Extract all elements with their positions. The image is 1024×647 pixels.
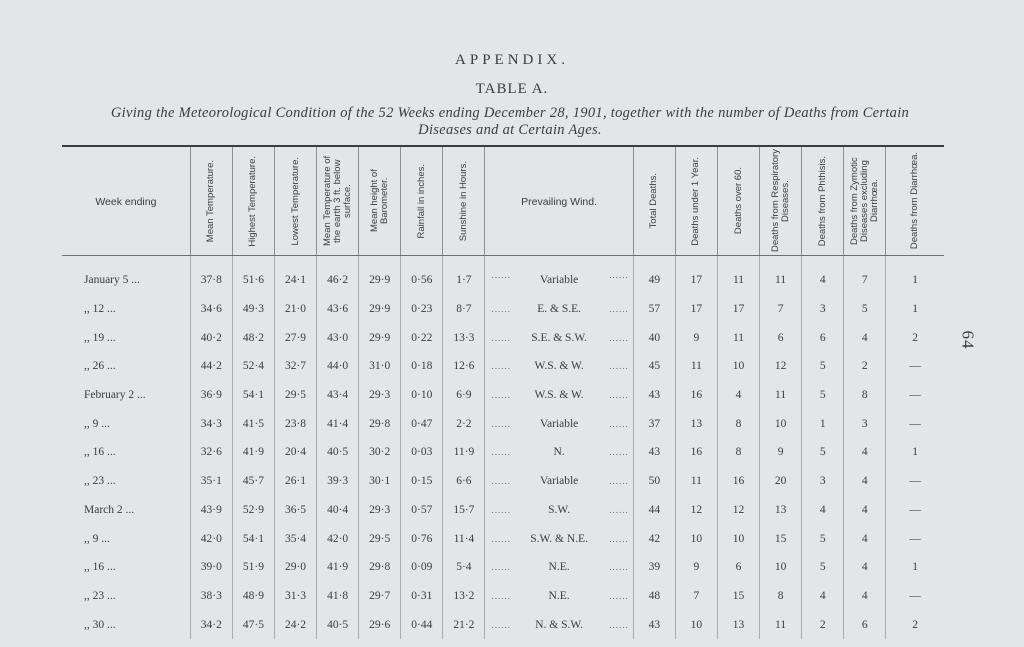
cell-rainfall: 0·18 bbox=[401, 352, 443, 381]
cell-earth-temp: 42·0 bbox=[317, 524, 359, 553]
cell-total-deaths: 40 bbox=[633, 323, 675, 352]
cell-high-temp: 47·5 bbox=[232, 610, 274, 639]
cell-week-ending: ,, 19 ... bbox=[84, 331, 116, 344]
cell-barometer: 31·0 bbox=[359, 352, 401, 381]
cell-deaths-zymotic: 4 bbox=[844, 323, 886, 352]
table-title: TABLE A. bbox=[475, 81, 549, 97]
cell-total-deaths: 43 bbox=[633, 610, 675, 639]
cell-total-deaths: 43 bbox=[633, 438, 675, 467]
leader-dots: ...... bbox=[609, 590, 629, 601]
cell-low-temp: 24·1 bbox=[274, 256, 316, 295]
wind-value: N. bbox=[553, 446, 565, 459]
cell-deaths-under-1: 11 bbox=[675, 467, 717, 496]
cell-prevailing-wind bbox=[485, 256, 633, 295]
table-row bbox=[62, 256, 944, 295]
cell-deaths-respiratory: 15 bbox=[760, 524, 802, 553]
cell-deaths-over-60: 11 bbox=[717, 323, 759, 352]
col-lowest-temperature bbox=[274, 146, 316, 256]
column-label: Highest Temperature. bbox=[247, 155, 259, 247]
column-label: Sunshine in Hours. bbox=[457, 160, 469, 242]
cell-earth-temp: 44·0 bbox=[317, 352, 359, 381]
cell-deaths-respiratory: 20 bbox=[760, 467, 802, 496]
cell-deaths-respiratory: 7 bbox=[760, 295, 802, 324]
leader-dots: ...... bbox=[491, 590, 511, 601]
cell-deaths-diarrhoea: — bbox=[886, 524, 944, 553]
cell-low-temp: 31·3 bbox=[274, 582, 316, 611]
cell-earth-temp: 41·4 bbox=[317, 409, 359, 438]
cell-rainfall: 0·76 bbox=[401, 524, 443, 553]
cell-deaths-diarrhoea: 2 bbox=[886, 323, 944, 352]
cell-deaths-phthisis: 4 bbox=[802, 256, 844, 295]
cell-prevailing-wind bbox=[485, 295, 633, 324]
leader-dots: ...... bbox=[609, 476, 629, 487]
leader-dots: ...... bbox=[609, 270, 629, 281]
cell-deaths-zymotic: 3 bbox=[844, 409, 886, 438]
cell-total-deaths: 42 bbox=[633, 524, 675, 553]
cell-mean-temp: 37·8 bbox=[190, 256, 232, 295]
cell-deaths-phthisis: 4 bbox=[802, 496, 844, 525]
cell-high-temp: 41·5 bbox=[232, 409, 274, 438]
cell-week-ending: January 5 ... bbox=[84, 274, 140, 287]
cell-week-ending: ,, 9 ... bbox=[84, 417, 110, 430]
cell-deaths-under-1: 16 bbox=[675, 381, 717, 410]
cell-deaths-respiratory: 11 bbox=[760, 610, 802, 639]
leader-dots: ...... bbox=[491, 619, 511, 630]
wind-value: N.E. bbox=[548, 589, 570, 602]
cell-deaths-over-60: 6 bbox=[717, 553, 759, 582]
cell-barometer: 29·9 bbox=[359, 256, 401, 295]
cell-deaths-over-60: 16 bbox=[717, 467, 759, 496]
cell-deaths-diarrhoea: 1 bbox=[886, 553, 944, 582]
cell-week-ending: ,, 23 ... bbox=[84, 475, 116, 488]
cell-earth-temp: 43·4 bbox=[317, 381, 359, 410]
cell-mean-temp: 42·0 bbox=[190, 524, 232, 553]
leader-dots: ...... bbox=[609, 418, 629, 429]
cell-sunshine: 6·6 bbox=[443, 467, 485, 496]
meteorological-table bbox=[62, 145, 944, 639]
cell-earth-temp: 41·9 bbox=[317, 553, 359, 582]
cell-sunshine: 11·4 bbox=[443, 524, 485, 553]
cell-deaths-under-1: 10 bbox=[675, 610, 717, 639]
cell-barometer: 30·2 bbox=[359, 438, 401, 467]
cell-mean-temp: 32·6 bbox=[190, 438, 232, 467]
cell-week-ending: ,, 12 ... bbox=[84, 303, 116, 316]
table-row bbox=[62, 582, 944, 611]
cell-earth-temp: 46·2 bbox=[317, 256, 359, 295]
cell-prevailing-wind bbox=[485, 381, 633, 410]
cell-week-ending: March 2 ... bbox=[84, 503, 135, 516]
cell-rainfall: 0·47 bbox=[401, 409, 443, 438]
cell-mean-temp: 36·9 bbox=[190, 381, 232, 410]
column-label: Total Deaths. bbox=[648, 173, 660, 229]
cell-rainfall: 0·44 bbox=[401, 610, 443, 639]
cell-deaths-zymotic: 4 bbox=[844, 496, 886, 525]
cell-earth-temp: 40·5 bbox=[317, 610, 359, 639]
column-label: Deaths under 1 Year. bbox=[690, 156, 702, 246]
cell-total-deaths: 48 bbox=[633, 582, 675, 611]
cell-week-ending: ,, 26 ... bbox=[84, 360, 116, 373]
table-row bbox=[62, 295, 944, 324]
cell-total-deaths: 43 bbox=[633, 381, 675, 410]
leader-dots: ...... bbox=[491, 476, 511, 487]
cell-deaths-zymotic: 6 bbox=[844, 610, 886, 639]
cell-rainfall: 0·15 bbox=[401, 467, 443, 496]
cell-week-ending: ,, 16 ... bbox=[84, 561, 116, 574]
wind-value: N. & S.W. bbox=[535, 618, 584, 631]
cell-rainfall: 0·23 bbox=[401, 295, 443, 324]
leader-dots: ...... bbox=[609, 361, 629, 372]
col-deaths-diarrhoea bbox=[886, 146, 944, 256]
table-row bbox=[62, 381, 944, 410]
cell-high-temp: 51·9 bbox=[232, 553, 274, 582]
cell-barometer: 29·9 bbox=[359, 323, 401, 352]
cell-mean-temp: 38·3 bbox=[190, 582, 232, 611]
col-total-deaths bbox=[633, 146, 675, 256]
wind-value: Variable bbox=[539, 475, 579, 488]
cell-high-temp: 54·1 bbox=[232, 524, 274, 553]
cell-deaths-zymotic: 4 bbox=[844, 438, 886, 467]
cell-deaths-respiratory: 12 bbox=[760, 352, 802, 381]
col-sunshine bbox=[443, 146, 485, 256]
cell-deaths-phthisis: 5 bbox=[802, 553, 844, 582]
cell-deaths-over-60: 12 bbox=[717, 496, 759, 525]
cell-low-temp: 21·0 bbox=[274, 295, 316, 324]
cell-deaths-respiratory: 10 bbox=[760, 409, 802, 438]
cell-deaths-under-1: 9 bbox=[675, 553, 717, 582]
leader-dots: ...... bbox=[609, 533, 629, 544]
wind-value: S.W. & N.E. bbox=[530, 532, 588, 545]
cell-deaths-diarrhoea: 2 bbox=[886, 610, 944, 639]
cell-high-temp: 49·3 bbox=[232, 295, 274, 324]
cell-prevailing-wind bbox=[485, 553, 633, 582]
cell-deaths-phthisis: 5 bbox=[802, 524, 844, 553]
cell-prevailing-wind bbox=[485, 352, 633, 381]
leader-dots: ...... bbox=[491, 418, 511, 429]
cell-mean-temp: 34·3 bbox=[190, 409, 232, 438]
cell-deaths-zymotic: 4 bbox=[844, 524, 886, 553]
leader-dots: ...... bbox=[609, 447, 629, 458]
col-rainfall bbox=[401, 146, 443, 256]
cell-deaths-over-60: 10 bbox=[717, 524, 759, 553]
cell-mean-temp: 44·2 bbox=[190, 352, 232, 381]
table-subtitle: Giving the Meteorological Condition of the 52 Weeks ending December 28, 1901, together with the number of Deaths from Certain Diseases and at Certain Ages. bbox=[110, 105, 910, 138]
cell-week-ending: ,, 16 ... bbox=[84, 446, 116, 459]
cell-rainfall: 0·22 bbox=[401, 323, 443, 352]
cell-barometer: 29·8 bbox=[359, 553, 401, 582]
table-row bbox=[62, 524, 944, 553]
cell-deaths-under-1: 13 bbox=[675, 409, 717, 438]
cell-deaths-phthisis: 1 bbox=[802, 409, 844, 438]
cell-low-temp: 27·9 bbox=[274, 323, 316, 352]
cell-deaths-diarrhoea: 1 bbox=[886, 438, 944, 467]
leader-dots: ...... bbox=[609, 390, 629, 401]
cell-deaths-zymotic: 7 bbox=[844, 256, 886, 295]
leader-dots: ...... bbox=[609, 304, 629, 315]
cell-low-temp: 20·4 bbox=[274, 438, 316, 467]
cell-prevailing-wind bbox=[485, 582, 633, 611]
wind-value: W.S. & W. bbox=[534, 389, 584, 402]
cell-total-deaths: 57 bbox=[633, 295, 675, 324]
leader-dots: ...... bbox=[491, 447, 511, 458]
cell-deaths-over-60: 10 bbox=[717, 352, 759, 381]
wind-value: Variable bbox=[539, 274, 579, 287]
cell-barometer: 29·3 bbox=[359, 381, 401, 410]
cell-prevailing-wind bbox=[485, 467, 633, 496]
cell-sunshine: 6·9 bbox=[443, 381, 485, 410]
cell-deaths-over-60: 13 bbox=[717, 610, 759, 639]
wind-value: S.W. bbox=[548, 503, 571, 516]
cell-deaths-under-1: 10 bbox=[675, 524, 717, 553]
cell-low-temp: 23·8 bbox=[274, 409, 316, 438]
cell-high-temp: 41·9 bbox=[232, 438, 274, 467]
cell-deaths-under-1: 11 bbox=[675, 352, 717, 381]
cell-sunshine: 8·7 bbox=[443, 295, 485, 324]
cell-high-temp: 45·7 bbox=[232, 467, 274, 496]
table-row bbox=[62, 438, 944, 467]
cell-rainfall: 0·57 bbox=[401, 496, 443, 525]
cell-sunshine: 5·4 bbox=[443, 553, 485, 582]
cell-week-ending: ,, 23 ... bbox=[84, 589, 116, 602]
col-deaths-respiratory bbox=[760, 146, 802, 256]
cell-deaths-respiratory: 13 bbox=[760, 496, 802, 525]
table-row bbox=[62, 409, 944, 438]
column-label: Week ending bbox=[95, 196, 157, 208]
appendix-heading: APPENDIX. bbox=[455, 52, 569, 68]
cell-high-temp: 52·9 bbox=[232, 496, 274, 525]
cell-deaths-over-60: 8 bbox=[717, 438, 759, 467]
cell-high-temp: 48·9 bbox=[232, 582, 274, 611]
cell-deaths-diarrhoea: — bbox=[886, 496, 944, 525]
cell-prevailing-wind bbox=[485, 496, 633, 525]
table-row bbox=[62, 323, 944, 352]
cell-low-temp: 32·7 bbox=[274, 352, 316, 381]
cell-deaths-zymotic: 5 bbox=[844, 295, 886, 324]
leader-dots: ...... bbox=[491, 332, 511, 343]
col-earth-temperature bbox=[317, 146, 359, 256]
cell-deaths-zymotic: 4 bbox=[844, 553, 886, 582]
cell-deaths-diarrhoea: — bbox=[886, 467, 944, 496]
col-deaths-under-1 bbox=[675, 146, 717, 256]
table-row bbox=[62, 553, 944, 582]
cell-week-ending: ,, 9 ... bbox=[84, 532, 110, 545]
cell-week-ending: February 2 ... bbox=[84, 389, 146, 402]
cell-mean-temp: 35·1 bbox=[190, 467, 232, 496]
col-mean-temperature bbox=[190, 146, 232, 256]
cell-deaths-over-60: 11 bbox=[717, 256, 759, 295]
column-label: Mean Temperature. bbox=[205, 159, 217, 243]
cell-sunshine: 15·7 bbox=[443, 496, 485, 525]
cell-earth-temp: 39·3 bbox=[317, 467, 359, 496]
col-prevailing-wind bbox=[485, 146, 633, 256]
cell-deaths-phthisis: 3 bbox=[802, 295, 844, 324]
leader-dots: ...... bbox=[609, 619, 629, 630]
column-label: Deaths from Respiratory Diseases. bbox=[769, 149, 791, 253]
cell-week-ending: ,, 30 ... bbox=[84, 618, 116, 631]
cell-deaths-respiratory: 6 bbox=[760, 323, 802, 352]
cell-deaths-under-1: 16 bbox=[675, 438, 717, 467]
page-number: 64 bbox=[958, 330, 978, 350]
table-row bbox=[62, 610, 944, 639]
cell-low-temp: 26·1 bbox=[274, 467, 316, 496]
table-row bbox=[62, 352, 944, 381]
cell-barometer: 29·9 bbox=[359, 295, 401, 324]
leader-dots: ...... bbox=[609, 332, 629, 343]
leader-dots: ...... bbox=[491, 504, 511, 515]
column-label: Rainfall in inches. bbox=[415, 163, 427, 239]
cell-sunshine: 21·2 bbox=[443, 610, 485, 639]
cell-deaths-phthisis: 2 bbox=[802, 610, 844, 639]
cell-mean-temp: 40·2 bbox=[190, 323, 232, 352]
cell-low-temp: 24·2 bbox=[274, 610, 316, 639]
cell-deaths-respiratory: 11 bbox=[760, 256, 802, 295]
cell-deaths-under-1: 17 bbox=[675, 295, 717, 324]
cell-deaths-respiratory: 8 bbox=[760, 582, 802, 611]
cell-sunshine: 13·3 bbox=[443, 323, 485, 352]
cell-deaths-over-60: 17 bbox=[717, 295, 759, 324]
cell-deaths-over-60: 8 bbox=[717, 409, 759, 438]
col-highest-temperature bbox=[232, 146, 274, 256]
cell-deaths-under-1: 12 bbox=[675, 496, 717, 525]
cell-rainfall: 0·10 bbox=[401, 381, 443, 410]
cell-total-deaths: 45 bbox=[633, 352, 675, 381]
cell-total-deaths: 37 bbox=[633, 409, 675, 438]
cell-deaths-respiratory: 11 bbox=[760, 381, 802, 410]
cell-deaths-zymotic: 8 bbox=[844, 381, 886, 410]
cell-deaths-phthisis: 5 bbox=[802, 438, 844, 467]
cell-sunshine: 12·6 bbox=[443, 352, 485, 381]
cell-deaths-under-1: 17 bbox=[675, 256, 717, 295]
cell-total-deaths: 39 bbox=[633, 553, 675, 582]
leader-dots: ...... bbox=[491, 562, 511, 573]
cell-deaths-respiratory: 10 bbox=[760, 553, 802, 582]
cell-barometer: 29·6 bbox=[359, 610, 401, 639]
col-week-ending bbox=[62, 146, 190, 256]
cell-barometer: 29·8 bbox=[359, 409, 401, 438]
table-row bbox=[62, 467, 944, 496]
cell-deaths-phthisis: 6 bbox=[802, 323, 844, 352]
leader-dots: ...... bbox=[491, 304, 511, 315]
cell-barometer: 30·1 bbox=[359, 467, 401, 496]
cell-barometer: 29·7 bbox=[359, 582, 401, 611]
cell-deaths-under-1: 7 bbox=[675, 582, 717, 611]
column-label: Mean height of Barometer. bbox=[368, 169, 390, 233]
cell-deaths-phthisis: 4 bbox=[802, 582, 844, 611]
cell-rainfall: 0·09 bbox=[401, 553, 443, 582]
cell-deaths-diarrhoea: — bbox=[886, 352, 944, 381]
cell-total-deaths: 49 bbox=[633, 256, 675, 295]
column-label: Deaths from Phthisis. bbox=[816, 155, 828, 247]
cell-deaths-under-1: 9 bbox=[675, 323, 717, 352]
leader-dots: ...... bbox=[491, 390, 511, 401]
cell-high-temp: 48·2 bbox=[232, 323, 274, 352]
cell-deaths-over-60: 4 bbox=[717, 381, 759, 410]
cell-prevailing-wind bbox=[485, 524, 633, 553]
cell-earth-temp: 41·8 bbox=[317, 582, 359, 611]
col-barometer bbox=[359, 146, 401, 256]
cell-mean-temp: 34·2 bbox=[190, 610, 232, 639]
column-label: Mean Temperature of the earth 3 ft. below surface. bbox=[321, 155, 353, 247]
cell-prevailing-wind bbox=[485, 438, 633, 467]
header-row bbox=[62, 146, 944, 256]
cell-deaths-phthisis: 5 bbox=[802, 352, 844, 381]
table-row bbox=[62, 496, 944, 525]
cell-sunshine: 13·2 bbox=[443, 582, 485, 611]
cell-deaths-phthisis: 5 bbox=[802, 381, 844, 410]
cell-rainfall: 0·31 bbox=[401, 582, 443, 611]
col-deaths-zymotic bbox=[844, 146, 886, 256]
cell-barometer: 29·5 bbox=[359, 524, 401, 553]
cell-low-temp: 29·5 bbox=[274, 381, 316, 410]
cell-rainfall: 0·03 bbox=[401, 438, 443, 467]
cell-low-temp: 29·0 bbox=[274, 553, 316, 582]
cell-earth-temp: 43·0 bbox=[317, 323, 359, 352]
cell-high-temp: 51·6 bbox=[232, 256, 274, 295]
cell-deaths-over-60: 15 bbox=[717, 582, 759, 611]
cell-sunshine: 11·9 bbox=[443, 438, 485, 467]
cell-high-temp: 52·4 bbox=[232, 352, 274, 381]
cell-deaths-diarrhoea: — bbox=[886, 582, 944, 611]
wind-value: W.S. & W. bbox=[534, 360, 584, 373]
cell-mean-temp: 34·6 bbox=[190, 295, 232, 324]
cell-deaths-zymotic: 2 bbox=[844, 352, 886, 381]
cell-earth-temp: 40·5 bbox=[317, 438, 359, 467]
cell-deaths-diarrhoea: — bbox=[886, 381, 944, 410]
cell-deaths-phthisis: 3 bbox=[802, 467, 844, 496]
cell-prevailing-wind bbox=[485, 323, 633, 352]
cell-total-deaths: 44 bbox=[633, 496, 675, 525]
cell-earth-temp: 43·6 bbox=[317, 295, 359, 324]
cell-barometer: 29·3 bbox=[359, 496, 401, 525]
cell-deaths-respiratory: 9 bbox=[760, 438, 802, 467]
cell-deaths-diarrhoea: 1 bbox=[886, 295, 944, 324]
cell-mean-temp: 39·0 bbox=[190, 553, 232, 582]
column-label: Lowest Temperature. bbox=[289, 156, 301, 246]
cell-earth-temp: 40·4 bbox=[317, 496, 359, 525]
cell-deaths-diarrhoea: 1 bbox=[886, 256, 944, 295]
cell-prevailing-wind bbox=[485, 409, 633, 438]
leader-dots: ...... bbox=[609, 562, 629, 573]
cell-high-temp: 54·1 bbox=[232, 381, 274, 410]
column-label: Deaths over 60. bbox=[732, 167, 744, 235]
leader-dots: ...... bbox=[491, 270, 511, 281]
cell-sunshine: 2·2 bbox=[443, 409, 485, 438]
cell-mean-temp: 43·9 bbox=[190, 496, 232, 525]
col-deaths-phthisis bbox=[802, 146, 844, 256]
cell-rainfall: 0·56 bbox=[401, 256, 443, 295]
col-deaths-over-60 bbox=[717, 146, 759, 256]
cell-prevailing-wind bbox=[485, 610, 633, 639]
leader-dots: ...... bbox=[609, 504, 629, 515]
cell-low-temp: 36·5 bbox=[274, 496, 316, 525]
cell-total-deaths: 50 bbox=[633, 467, 675, 496]
cell-deaths-diarrhoea: — bbox=[886, 409, 944, 438]
wind-value: N.E. bbox=[548, 561, 570, 574]
leader-dots: ...... bbox=[491, 533, 511, 544]
wind-value: E. & S.E. bbox=[537, 303, 581, 316]
leader-dots: ...... bbox=[491, 361, 511, 372]
cell-deaths-zymotic: 4 bbox=[844, 582, 886, 611]
table-body bbox=[62, 256, 944, 639]
cell-sunshine: 1·7 bbox=[443, 256, 485, 295]
column-label: Deaths from Diarrhœa. bbox=[909, 152, 921, 250]
cell-low-temp: 35·4 bbox=[274, 524, 316, 553]
wind-value: S.E. & S.W. bbox=[531, 331, 587, 344]
cell-deaths-zymotic: 4 bbox=[844, 467, 886, 496]
wind-value: Variable bbox=[539, 417, 579, 430]
column-label: Deaths from Zymotic Diseases excluding Diarrhœa. bbox=[848, 157, 880, 245]
column-label: Prevailing Wind. bbox=[521, 196, 598, 208]
